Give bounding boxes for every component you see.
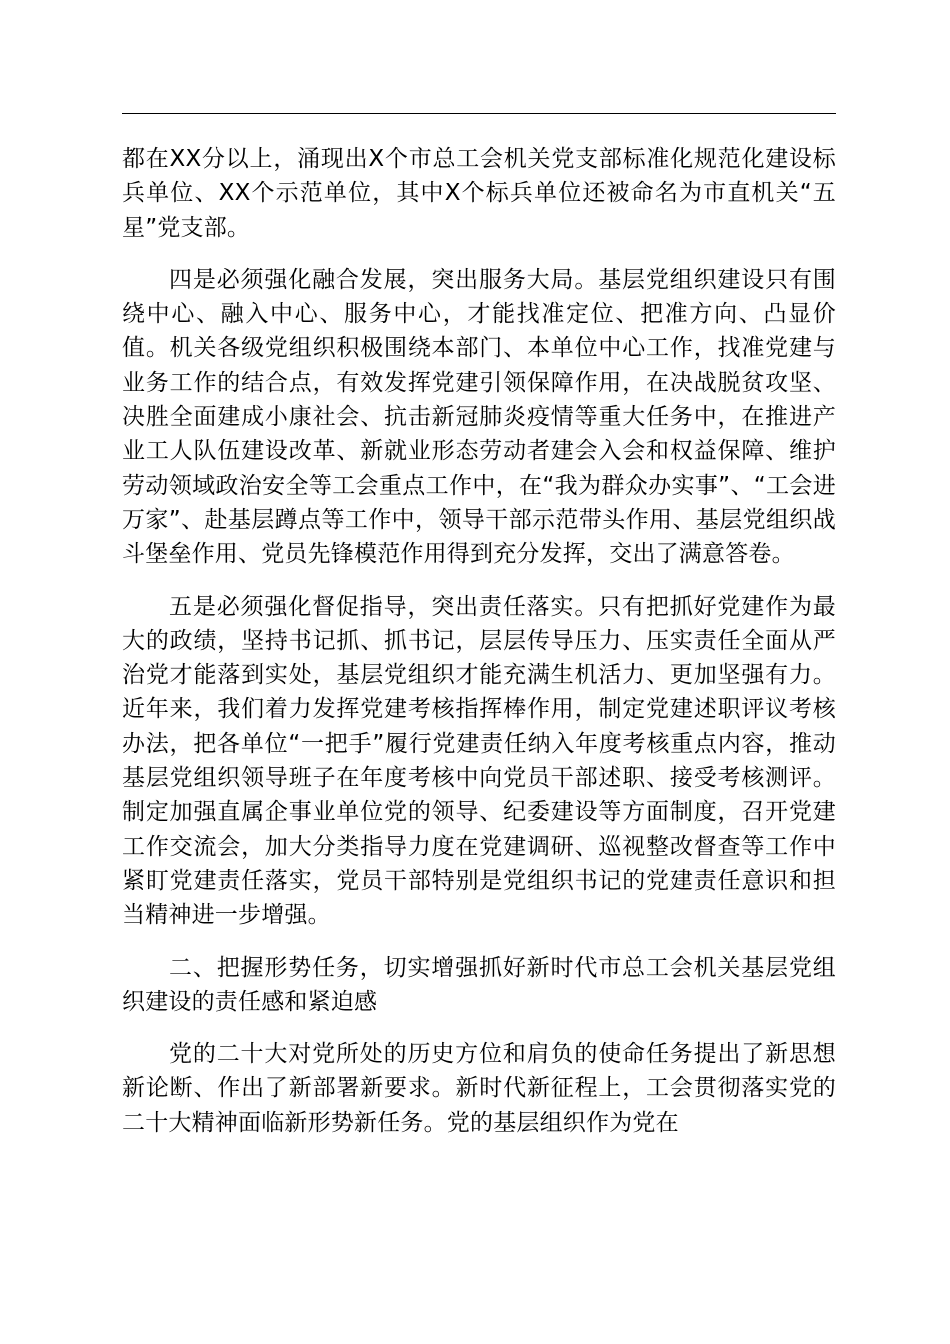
header-rule [122, 113, 836, 114]
paragraph-twentieth-congress: 党的二十大对党所处的历史方位和肩负的使命任务提出了新思想新论断、作出了新部署新要求。新时代新征程上，工会贯彻落实党的二十大精神面临新形势新任务。党的基层组织作为党在 [122, 1041, 836, 1136]
paragraph-continuation: 都在XX分以上，涌现出X个市总工会机关党支部标准化规范化建设标兵单位、XX个示范单位，其中X个标兵单位还被命名为市直机关“五星”党支部。 [122, 146, 836, 241]
section-heading-two: 二、把握形势任务，切实增强抓好新时代市总工会机关基层党组织建设的责任感和紧迫感 [122, 954, 836, 1015]
paragraph-point-five: 五是必须强化督促指导，突出责任落实。只有把抓好党建作为最大的政绩，坚持书记抓、抓书记，层层传导压力、压实责任全面从严治党才能落到实处，基层党组织才能充满生机活力、更加坚强有力。近年来，我们着力发挥党建考核指挥棒作用，制定党建述职评议考核办法，把各单位“一把手”履行党建责任纳入年度考核重点内容，推动基层党组织领导班子在年度考核中向党员干部述职、接受考核测评。制定加强直属企事业单位党的领导、纪委建设等方面制度，召开党建工作交流会，加大分类指导力度在党建调研、巡视整改督查等工作中紧盯党建责任落实，党员干部特别是党组织书记的党建责任意识和担当精神进一步增强。 [122, 593, 836, 929]
document-body [122, 142, 836, 1158]
paragraph-point-four: 四是必须强化融合发展，突出服务大局。基层党组织建设只有围绕中心、融入中心、服务中心，才能找准定位、把准方向、凸显价值。机关各级党组织积极围绕本部门、本单位中心工作，找准党建与业务工作的结合点，有效发挥党建引领保障作用，在决战脱贫攻坚、决胜全面建成小康社会、抗击新冠肺炎疫情等重大任务中，在推进产业工人队伍建设改革、新就业形态劳动者建会入会和权益保障、维护劳动领域政治安全等工会重点工作中，在“我为群众办实事”、“工会进万家”、赴基层蹲点等工作中，领导干部示范带头作用、基层党组织战斗堡垒作用、党员先锋模范作用得到充分发挥，交出了满意答卷。 [122, 266, 836, 568]
